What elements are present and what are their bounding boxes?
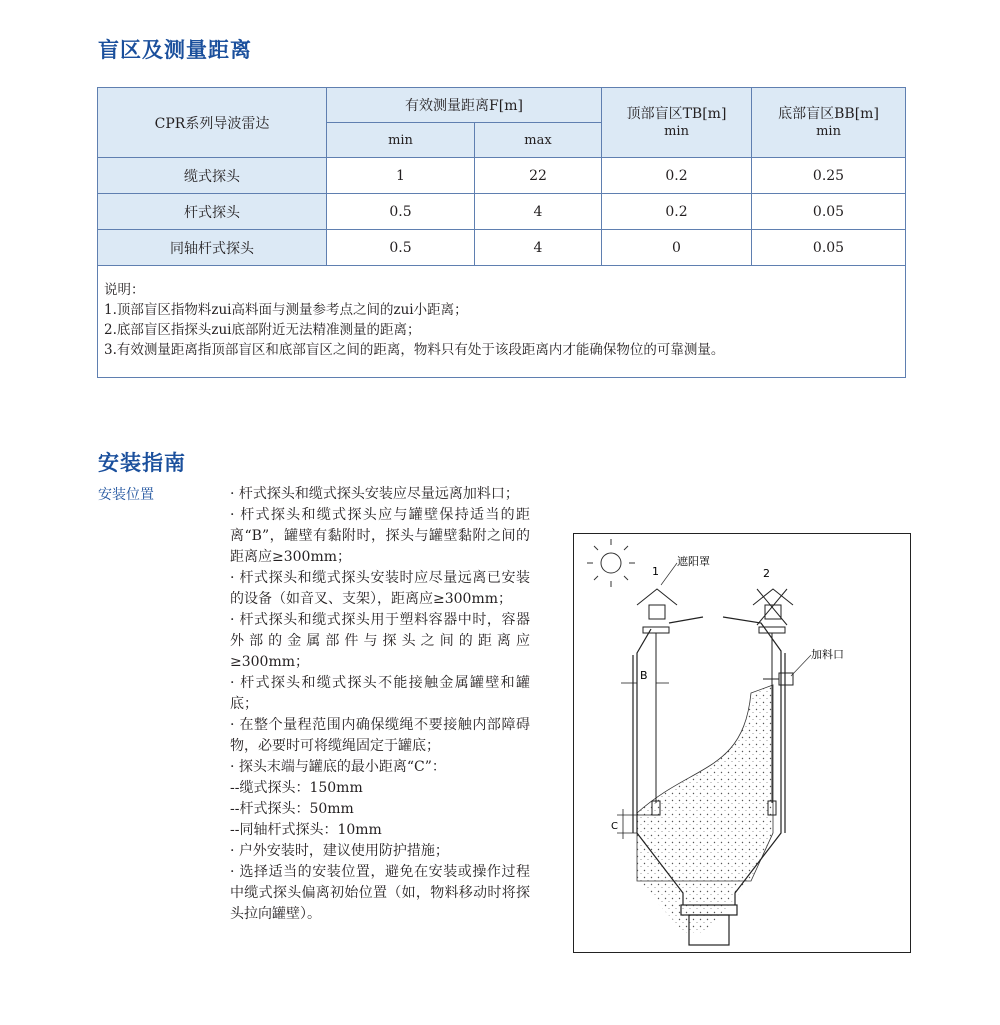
row-max: 4 xyxy=(475,230,602,266)
label-c: C xyxy=(611,821,618,832)
bottom-blind-header xyxy=(752,88,906,158)
row-bb: 0.25 xyxy=(752,158,906,194)
label-b: B xyxy=(640,669,648,682)
table-corner-header: CPR系列导波雷达 xyxy=(98,88,327,158)
blind-zone-table xyxy=(97,87,906,378)
label-inlet: 加料口 xyxy=(811,648,844,661)
top-blind-sub: min xyxy=(664,123,689,139)
row-min: 1 xyxy=(327,158,475,194)
guide-paragraph: · 在整个量程范围内确保缆绳不要接触内部障碍物，必要时可将缆绳固定于罐底； xyxy=(230,717,530,754)
note-line: 2.底部盲区指探头zui底部附近无法精准测量的距离； xyxy=(104,322,421,338)
max-header: max xyxy=(475,123,602,158)
guide-paragraph: · 杆式探头和缆式探头安装应尽量远离加料口； xyxy=(230,486,519,502)
row-min: 0.5 xyxy=(327,230,475,266)
guide-paragraph: · 户外安装时，建议使用防护措施； xyxy=(230,843,449,859)
table-row xyxy=(98,158,906,194)
guide-paragraph: --缆式探头：150mm xyxy=(230,780,363,796)
note-line: 3.有效测量距离指顶部盲区和底部盲区之间的距离，物料只有处于该段距离内才能确保物位的可靠测量。 xyxy=(104,342,725,358)
guide-paragraph: · 杆式探头和缆式探头安装时应尽量远离已安装的设备（如音叉、支架），距离应≥300mm； xyxy=(230,570,530,607)
section-title-blind-zone: 盲区及测量距离 xyxy=(98,38,252,62)
label-sunshade: 遮阳罩 xyxy=(677,555,710,568)
guide-paragraph: · 杆式探头和缆式探头应与罐壁保持适当的距离“B”，罐壁有黏附时，探头与罐壁黏附之间的距离应≥300mm； xyxy=(230,507,530,565)
row-tb: 0.2 xyxy=(602,158,752,194)
installation-guide-text xyxy=(230,484,530,925)
guide-paragraph: · 杆式探头和缆式探头不能接触金属罐壁和罐底； xyxy=(230,675,530,712)
note-line: 说明： xyxy=(104,282,145,298)
row-tb: 0.2 xyxy=(602,194,752,230)
tank-installation-diagram xyxy=(573,533,911,953)
bottom-blind-label: 底部盲区BB[m] xyxy=(778,105,879,122)
guide-paragraph: --杆式探头：50mm xyxy=(230,801,354,817)
table-row xyxy=(98,194,906,230)
top-blind-header xyxy=(602,88,752,158)
guide-paragraph: · 选择适当的安装位置，避免在安装或操作过程中缆式探头偏离初始位置（如，物料移动时将探头拉向罐壁）。 xyxy=(230,864,530,922)
row-name: 缆式探头 xyxy=(98,158,327,194)
row-max: 22 xyxy=(475,158,602,194)
label-1: 1 xyxy=(652,565,659,578)
row-bb: 0.05 xyxy=(752,230,906,266)
side-label-position: 安装位置 xyxy=(98,487,154,503)
table-notes xyxy=(98,266,906,378)
section-title-installation: 安装指南 xyxy=(98,451,186,475)
table-row xyxy=(98,230,906,266)
guide-paragraph: · 杆式探头和缆式探头用于塑料容器中时，容器外部的金属部件与探头之间的距离应≥300mm； xyxy=(230,612,530,670)
row-name: 杆式探头 xyxy=(98,194,327,230)
row-min: 0.5 xyxy=(327,194,475,230)
guide-paragraph: · 探头末端与罐底的最小距离“C”： xyxy=(230,759,446,775)
guide-paragraph: --同轴杆式探头：10mm xyxy=(230,822,382,838)
label-2: 2 xyxy=(763,567,770,580)
row-tb: 0 xyxy=(602,230,752,266)
bottom-blind-sub: min xyxy=(816,123,841,139)
note-line: 1.顶部盲区指物料zui高料面与测量参考点之间的zui小距离； xyxy=(104,302,468,318)
min-header: min xyxy=(327,123,475,158)
effective-range-header: 有效测量距离F[m] xyxy=(327,88,602,123)
row-bb: 0.05 xyxy=(752,194,906,230)
row-name: 同轴杆式探头 xyxy=(98,230,327,266)
top-blind-label: 顶部盲区TB[m] xyxy=(626,105,727,122)
row-max: 4 xyxy=(475,194,602,230)
